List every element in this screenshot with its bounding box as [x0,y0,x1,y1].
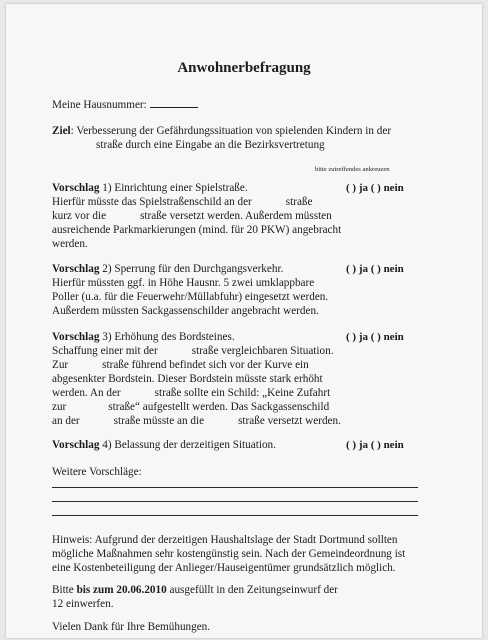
proposal-3-line: zur straße“ aufgestellt werden. Das Sackgassenschild [52,401,330,413]
proposal-3-line: Zur straße führend befindet sich vor der Kurve ein [52,359,309,371]
proposal-1-line: Hierfür müsste das Spielstraßenschild an der straße [52,196,313,208]
hinweis-line: Hinweis: Aufgrund der derzeitigen Haushaltslage der Stadt Dortmund sollten [52,534,398,546]
proposal-2-line: Hierfür müssten ggf. in Höhe Hausnr. 5 zwei umklappbare [52,277,315,289]
proposal-3-line: abgesenkter Bordstein. Dieser Bordstein müsste stark erhöht [52,373,323,385]
hausnummer-field[interactable] [150,97,198,108]
deadline-line: Bitte bis zum 20.06.2010 ausgefüllt in den Zeitungseinwurf der [52,584,338,596]
ziel-line-1: Ziel: Verbesserung der Gefährdungssituation von spielenden Kindern in der [52,125,392,137]
proposal-3-heading: Vorschlag 3) Erhöhung des Bordsteines. [52,331,235,343]
weitere-label: Weitere Vorschläge: [52,466,142,478]
document-title: Anwohnerbefragung [177,60,311,76]
proposal-2-line: Poller (u.a. für die Feuerwehr/Müllabfuhr) eingesetzt werden. [52,291,329,303]
suggestion-line[interactable] [52,487,418,488]
suggestion-line[interactable] [52,515,418,516]
ziel-line-2: straße durch eine Eingabe an die Bezirksvertretung [96,139,325,151]
proposal-1-heading: Vorschlag 1) Einrichtung einer Spielstraße. [52,182,248,194]
hausnummer-label: Meine Hausnummer: [52,99,147,111]
proposal-3-line: Schaffung einer mit der straße vergleichbaren Situation. [52,345,334,357]
proposal-3-line: an der straße müsste an die straße versetzt werden. [52,415,341,427]
hinweis-line: eine Kostenbeteiligung der Anlieger/Hauseigentümer grundsätzlich möglich. [52,562,396,574]
proposal-3-options[interactable]: ( ) ja ( ) nein [346,331,404,343]
proposal-4-heading: Vorschlag 4) Belassung der derzeitigen Situation. [52,439,276,451]
hinweis-line: mögliche Maßnahmen sehr kostengünstig sein. Nach der Gemeindeordnung ist [52,548,406,560]
proposal-1-line: ausreichende Parkmarkierungen (mind. für 20 PKW) angebracht [52,224,342,236]
hausnummer-line [52,97,198,113]
proposal-2-line: Außerdem müssten Sackgassenschilder angebracht werden. [52,305,319,317]
suggestion-line[interactable] [52,501,418,502]
proposal-2-options[interactable]: ( ) ja ( ) nein [346,263,404,275]
proposal-1-line: werden. [52,238,88,250]
proposal-2-heading: Vorschlag 2) Sperrung für den Durchgangsverkehr. [52,263,284,275]
deadline-date: bis zum 20.06.2010 [76,584,167,596]
proposal-1-line: kurz vor die straße versetzt werden. Außerdem müssten [52,210,332,222]
instruction-hint: bitte zutreffendes ankreuzen [315,166,390,173]
ziel-label: Ziel [52,125,71,137]
proposal-1-options[interactable]: ( ) ja ( ) nein [346,182,404,194]
proposal-3-line: werden. An der straße sollte ein Schild: „Keine Zufahrt [52,387,331,399]
deadline-line-2: 12 einwerfen. [52,598,114,610]
thanks-text: Vielen Dank für Ihre Bemühungen. [52,621,211,633]
proposal-4-options[interactable]: ( ) ja ( ) nein [346,439,404,451]
